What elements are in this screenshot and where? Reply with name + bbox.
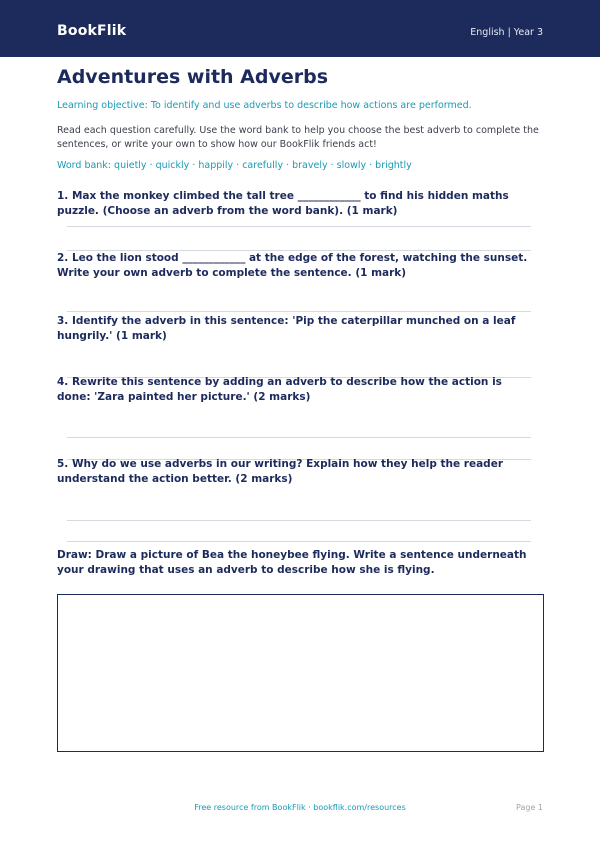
word-bank: Word bank: quietly · quickly · happily · carefully · bravely · slowly · brightly (57, 160, 412, 171)
page-title: Adventures with Adverbs (57, 66, 329, 88)
brand-logo: BookFlik (57, 23, 127, 39)
question-4: 4. Rewrite this sentence by adding an adverb to describe how the action is done: 'Zara painted her picture.' (2 marks) (57, 376, 502, 403)
answer-line (67, 226, 531, 227)
draw-task: Draw: Draw a picture of Bea the honeybee flying. Write a sentence underneath your drawing that uses an adverb to describe how she is flying. (57, 549, 527, 576)
answer-line (67, 520, 531, 521)
answer-line (67, 541, 531, 542)
question-3: 3. Identify the adverb in this sentence: 'Pip the caterpillar munched on a leaf hungrily.' (1 mark) (57, 315, 516, 342)
answer-line (67, 437, 531, 438)
page-number: Page 1 (516, 803, 543, 812)
answer-line (67, 250, 531, 251)
page-header (0, 0, 600, 57)
drawing-box[interactable] (57, 594, 544, 752)
question-1: 1. Max the monkey climbed the tall tree ____________ to find his hidden maths puzzle. (Choose an adverb from the word bank). (1 mark) (57, 190, 509, 217)
question-5: 5. Why do we use adverbs in our writing? Explain how they help the reader understand the action better. (2 marks) (57, 458, 503, 485)
answer-line (67, 311, 531, 312)
instructions-text: Read each question carefully. Use the word bank to help you choose the best adverb to complete the sentences, or write your own to show how our BookFlik friends act! (57, 125, 539, 150)
footer-credit: Free resource from BookFlik · bookflik.com/resources (194, 803, 406, 812)
subject-label: English | Year 3 (470, 27, 543, 38)
question-2: 2. Leo the lion stood ____________ at the edge of the forest, watching the sunset. Write your own adverb to complete the sentence. (1 mark) (57, 252, 528, 279)
learning-objective: Learning objective: To identify and use adverbs to describe how actions are performed. (57, 100, 472, 111)
